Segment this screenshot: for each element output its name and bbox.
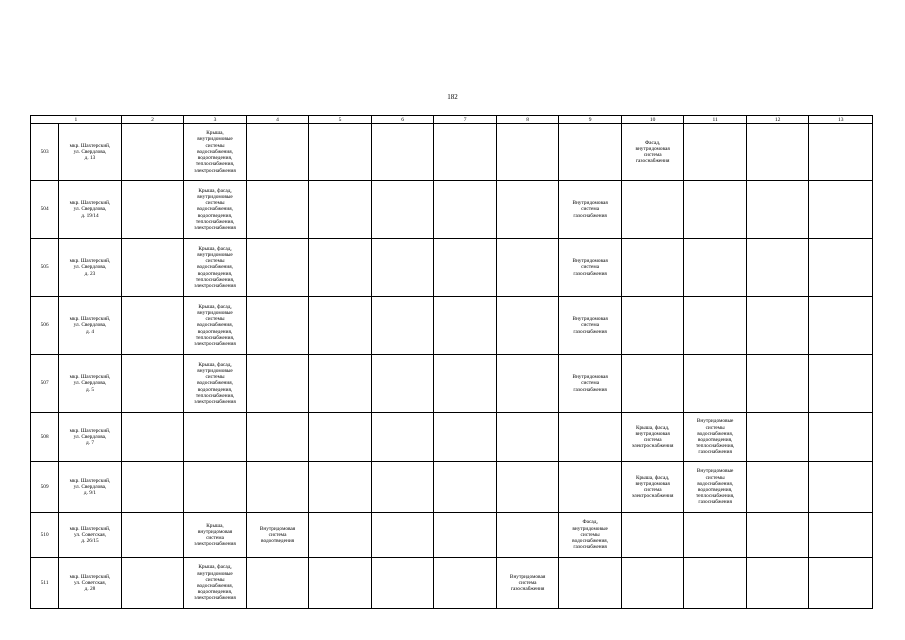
cell-text: 511	[40, 579, 49, 586]
column-header: 13	[809, 116, 873, 124]
table-cell	[309, 181, 372, 239]
cell-text: Крыша, фасад, внутридомовая система электроснабжения	[631, 424, 674, 450]
row-number-cell	[31, 462, 59, 513]
table-row	[31, 355, 873, 413]
cell-text: Крыша, внутридомовые системы водоснабжения, водоотведения, теплоснабжения, электроснабжения	[194, 130, 236, 174]
address-cell	[59, 462, 122, 513]
table-cell	[434, 355, 497, 413]
table-cell	[621, 181, 684, 239]
table-cell	[434, 558, 497, 609]
table-cell	[621, 297, 684, 355]
table-cell	[434, 239, 497, 297]
row-number-cell	[31, 297, 59, 355]
header-row	[31, 116, 873, 124]
column-header: 10	[621, 116, 684, 124]
table-cell	[809, 297, 873, 355]
table-cell	[621, 355, 684, 413]
column-header: 8	[496, 116, 559, 124]
table-cell	[121, 124, 184, 181]
table-cell	[184, 462, 247, 513]
table-cell	[746, 239, 809, 297]
row-number-cell	[31, 124, 59, 181]
table-row	[31, 462, 873, 513]
cell-text: Внутридомовая система водоотведения	[259, 525, 296, 545]
table-cell	[746, 181, 809, 239]
table-cell	[809, 181, 873, 239]
cell-text: 507	[40, 380, 49, 387]
cell-text: 509	[40, 483, 49, 490]
table-cell	[496, 558, 559, 609]
table-cell	[559, 513, 622, 558]
table-cell	[246, 297, 309, 355]
table-cell	[184, 124, 247, 181]
table-cell	[434, 297, 497, 355]
table-cell	[621, 513, 684, 558]
cell-text: 506	[40, 322, 49, 329]
table-row	[31, 413, 873, 462]
table-cell	[371, 413, 434, 462]
table-cell	[621, 413, 684, 462]
table-cell	[559, 297, 622, 355]
cell-text: мкр. Шахтерский, ул. Свердлова, д. 7	[69, 427, 111, 447]
table-cell	[621, 558, 684, 609]
table-cell	[121, 413, 184, 462]
table-cell	[746, 413, 809, 462]
page-number: 182	[447, 93, 458, 101]
cell-text: 510	[40, 531, 49, 538]
table-cell	[121, 297, 184, 355]
table-cell	[496, 181, 559, 239]
table-cell	[371, 558, 434, 609]
table-cell	[434, 124, 497, 181]
cell-text: Крыша, фасад, внутридомовые системы водоснабжения, водоотведения, теплоснабжения, электроснабжения	[194, 245, 236, 289]
cell-text: Фасад, внутридомовая система газоснабжения	[635, 139, 670, 165]
table-cell	[184, 513, 247, 558]
cell-text: Внутридомовые системы водоснабжения, водоотведения, теплоснабжения, газоснабжения	[695, 468, 735, 506]
table-cell	[184, 181, 247, 239]
table-cell	[746, 297, 809, 355]
cell-text: Внутридомовая система газоснабжения	[572, 258, 608, 277]
table-cell	[309, 124, 372, 181]
address-cell	[59, 297, 122, 355]
row-number-cell	[31, 558, 59, 609]
address-cell	[59, 513, 122, 558]
table-cell	[496, 124, 559, 181]
cell-text: 504	[40, 206, 49, 213]
cell-text: Крыша, фасад, внутридомовая система электроснабжения	[631, 474, 674, 500]
table-row	[31, 297, 873, 355]
column-header: 1	[31, 116, 122, 124]
table-cell	[121, 181, 184, 239]
table-cell	[496, 297, 559, 355]
table-cell	[684, 181, 747, 239]
table-cell	[559, 413, 622, 462]
table-cell	[684, 355, 747, 413]
address-cell	[59, 239, 122, 297]
address-cell	[59, 181, 122, 239]
cell-text: мкр. Шахтерский, ул. Свердлова, д. 4	[69, 316, 111, 335]
table-row	[31, 239, 873, 297]
table-cell	[184, 355, 247, 413]
table-cell	[246, 181, 309, 239]
table-cell	[684, 558, 747, 609]
table-cell	[809, 413, 873, 462]
table-cell	[309, 239, 372, 297]
table-cell	[809, 462, 873, 513]
cell-text: мкр. Шахтерский, ул. Свердлова, д. 19/14	[69, 200, 111, 219]
table-cell	[434, 181, 497, 239]
table-cell	[559, 124, 622, 181]
table-cell	[559, 181, 622, 239]
cell-text: Внутридомовая система газоснабжения	[509, 573, 546, 593]
cell-text: 508	[40, 433, 49, 440]
column-header: 2	[121, 116, 184, 124]
table-row	[31, 181, 873, 239]
row-number-cell	[31, 239, 59, 297]
table-cell	[434, 413, 497, 462]
row-number-cell	[31, 181, 59, 239]
table-cell	[371, 513, 434, 558]
table-cell	[746, 355, 809, 413]
cell-text: 505	[40, 264, 49, 271]
table-cell	[746, 462, 809, 513]
table-cell	[496, 513, 559, 558]
row-number-cell	[31, 413, 59, 462]
table-cell	[121, 558, 184, 609]
table-cell	[809, 513, 873, 558]
cell-text: Крыша, фасад, внутридомовые системы водоснабжения, водоотведения, электроснабжения	[194, 564, 236, 602]
table-cell	[371, 124, 434, 181]
table-cell	[184, 413, 247, 462]
column-header: 9	[559, 116, 622, 124]
table-cell	[246, 239, 309, 297]
table-cell	[371, 462, 434, 513]
table-cell	[246, 355, 309, 413]
table-cell	[121, 355, 184, 413]
table-cell	[246, 462, 309, 513]
table-cell	[496, 239, 559, 297]
table-cell	[246, 413, 309, 462]
table-cell	[684, 413, 747, 462]
table-cell	[496, 413, 559, 462]
column-header: 3	[184, 116, 247, 124]
cell-text: мкр. Шахтерский, ул. Советская, д. 28	[69, 573, 111, 593]
table-cell	[246, 558, 309, 609]
table-row	[31, 513, 873, 558]
table-cell	[246, 124, 309, 181]
cell-text: Крыша, внутридомовая система электроснабжения	[194, 522, 236, 548]
table-cell	[371, 297, 434, 355]
table-cell	[684, 462, 747, 513]
cell-text: мкр. Шахтерский, ул. Свердлова, д. 9/1	[69, 477, 111, 497]
table-cell	[746, 513, 809, 558]
table-cell	[434, 462, 497, 513]
table-cell	[371, 181, 434, 239]
table-cell	[184, 297, 247, 355]
table-cell	[309, 558, 372, 609]
table-cell	[121, 462, 184, 513]
works-table	[30, 115, 873, 609]
table-cell	[559, 462, 622, 513]
table-cell	[184, 558, 247, 609]
cell-text: мкр. Шахтерский, ул. Свердлова, д. 5	[69, 374, 111, 393]
column-header: 7	[434, 116, 497, 124]
table-cell	[371, 355, 434, 413]
table-cell	[184, 239, 247, 297]
table-cell	[496, 462, 559, 513]
address-cell	[59, 124, 122, 181]
cell-text: Крыша, фасад, внутридомовые системы водоснабжения, водоотведения, теплоснабжения, электроснабжения	[194, 361, 236, 405]
table-cell	[309, 513, 372, 558]
table-cell	[434, 513, 497, 558]
cell-text: мкр. Шахтерский, ул. Свердлова, д. 13	[69, 142, 111, 162]
cell-text: Внутридомовая система газоснабжения	[572, 316, 608, 335]
cell-text: Крыша, фасад, внутридомовые системы водоснабжения, водоотведения, теплоснабжения, электроснабжения	[194, 187, 236, 231]
table-row	[31, 558, 873, 609]
cell-text: Крыша, фасад, внутридомовые системы водоснабжения, водоотведения, теплоснабжения, электроснабжения	[194, 303, 236, 347]
table-cell	[746, 558, 809, 609]
cell-text: Внутридомовая система газоснабжения	[572, 374, 608, 393]
table-cell	[309, 462, 372, 513]
table-row	[31, 124, 873, 181]
table-cell	[559, 558, 622, 609]
cell-text: Внутридомовые системы водоснабжения, водоотведения, теплоснабжения, газоснабжения	[695, 418, 735, 456]
table-cell	[121, 513, 184, 558]
cell-text: мкр. Шахтерский, ул. Свердлова, д. 23	[69, 258, 111, 277]
table-cell	[809, 239, 873, 297]
table-cell	[746, 124, 809, 181]
row-number-cell	[31, 355, 59, 413]
address-cell	[59, 413, 122, 462]
table-cell	[684, 513, 747, 558]
address-cell	[59, 355, 122, 413]
table-cell	[246, 513, 309, 558]
cell-text: 503	[40, 148, 49, 155]
table-cell	[621, 239, 684, 297]
column-header: 12	[746, 116, 809, 124]
column-header: 6	[371, 116, 434, 124]
table-cell	[684, 297, 747, 355]
table-cell	[309, 297, 372, 355]
column-header: 4	[246, 116, 309, 124]
table-cell	[309, 413, 372, 462]
table-cell	[121, 239, 184, 297]
table-cell	[559, 239, 622, 297]
row-number-cell	[31, 513, 59, 558]
table-cell	[809, 355, 873, 413]
column-header: 5	[309, 116, 372, 124]
table-cell	[684, 124, 747, 181]
table-cell	[371, 239, 434, 297]
table-cell	[621, 462, 684, 513]
address-cell	[59, 558, 122, 609]
cell-text: Фасад, внутридомовые системы водоснабжения, газоснабжения	[572, 519, 609, 551]
column-header: 11	[684, 116, 747, 124]
table-cell	[809, 558, 873, 609]
cell-text: мкр. Шахтерский, ул. Советская, д. 26/15	[69, 525, 111, 545]
table-cell	[559, 355, 622, 413]
table-cell	[621, 124, 684, 181]
table-cell	[309, 355, 372, 413]
table-cell	[684, 239, 747, 297]
table-cell	[809, 124, 873, 181]
cell-text: Внутридомовая система газоснабжения	[572, 200, 608, 219]
table-cell	[496, 355, 559, 413]
